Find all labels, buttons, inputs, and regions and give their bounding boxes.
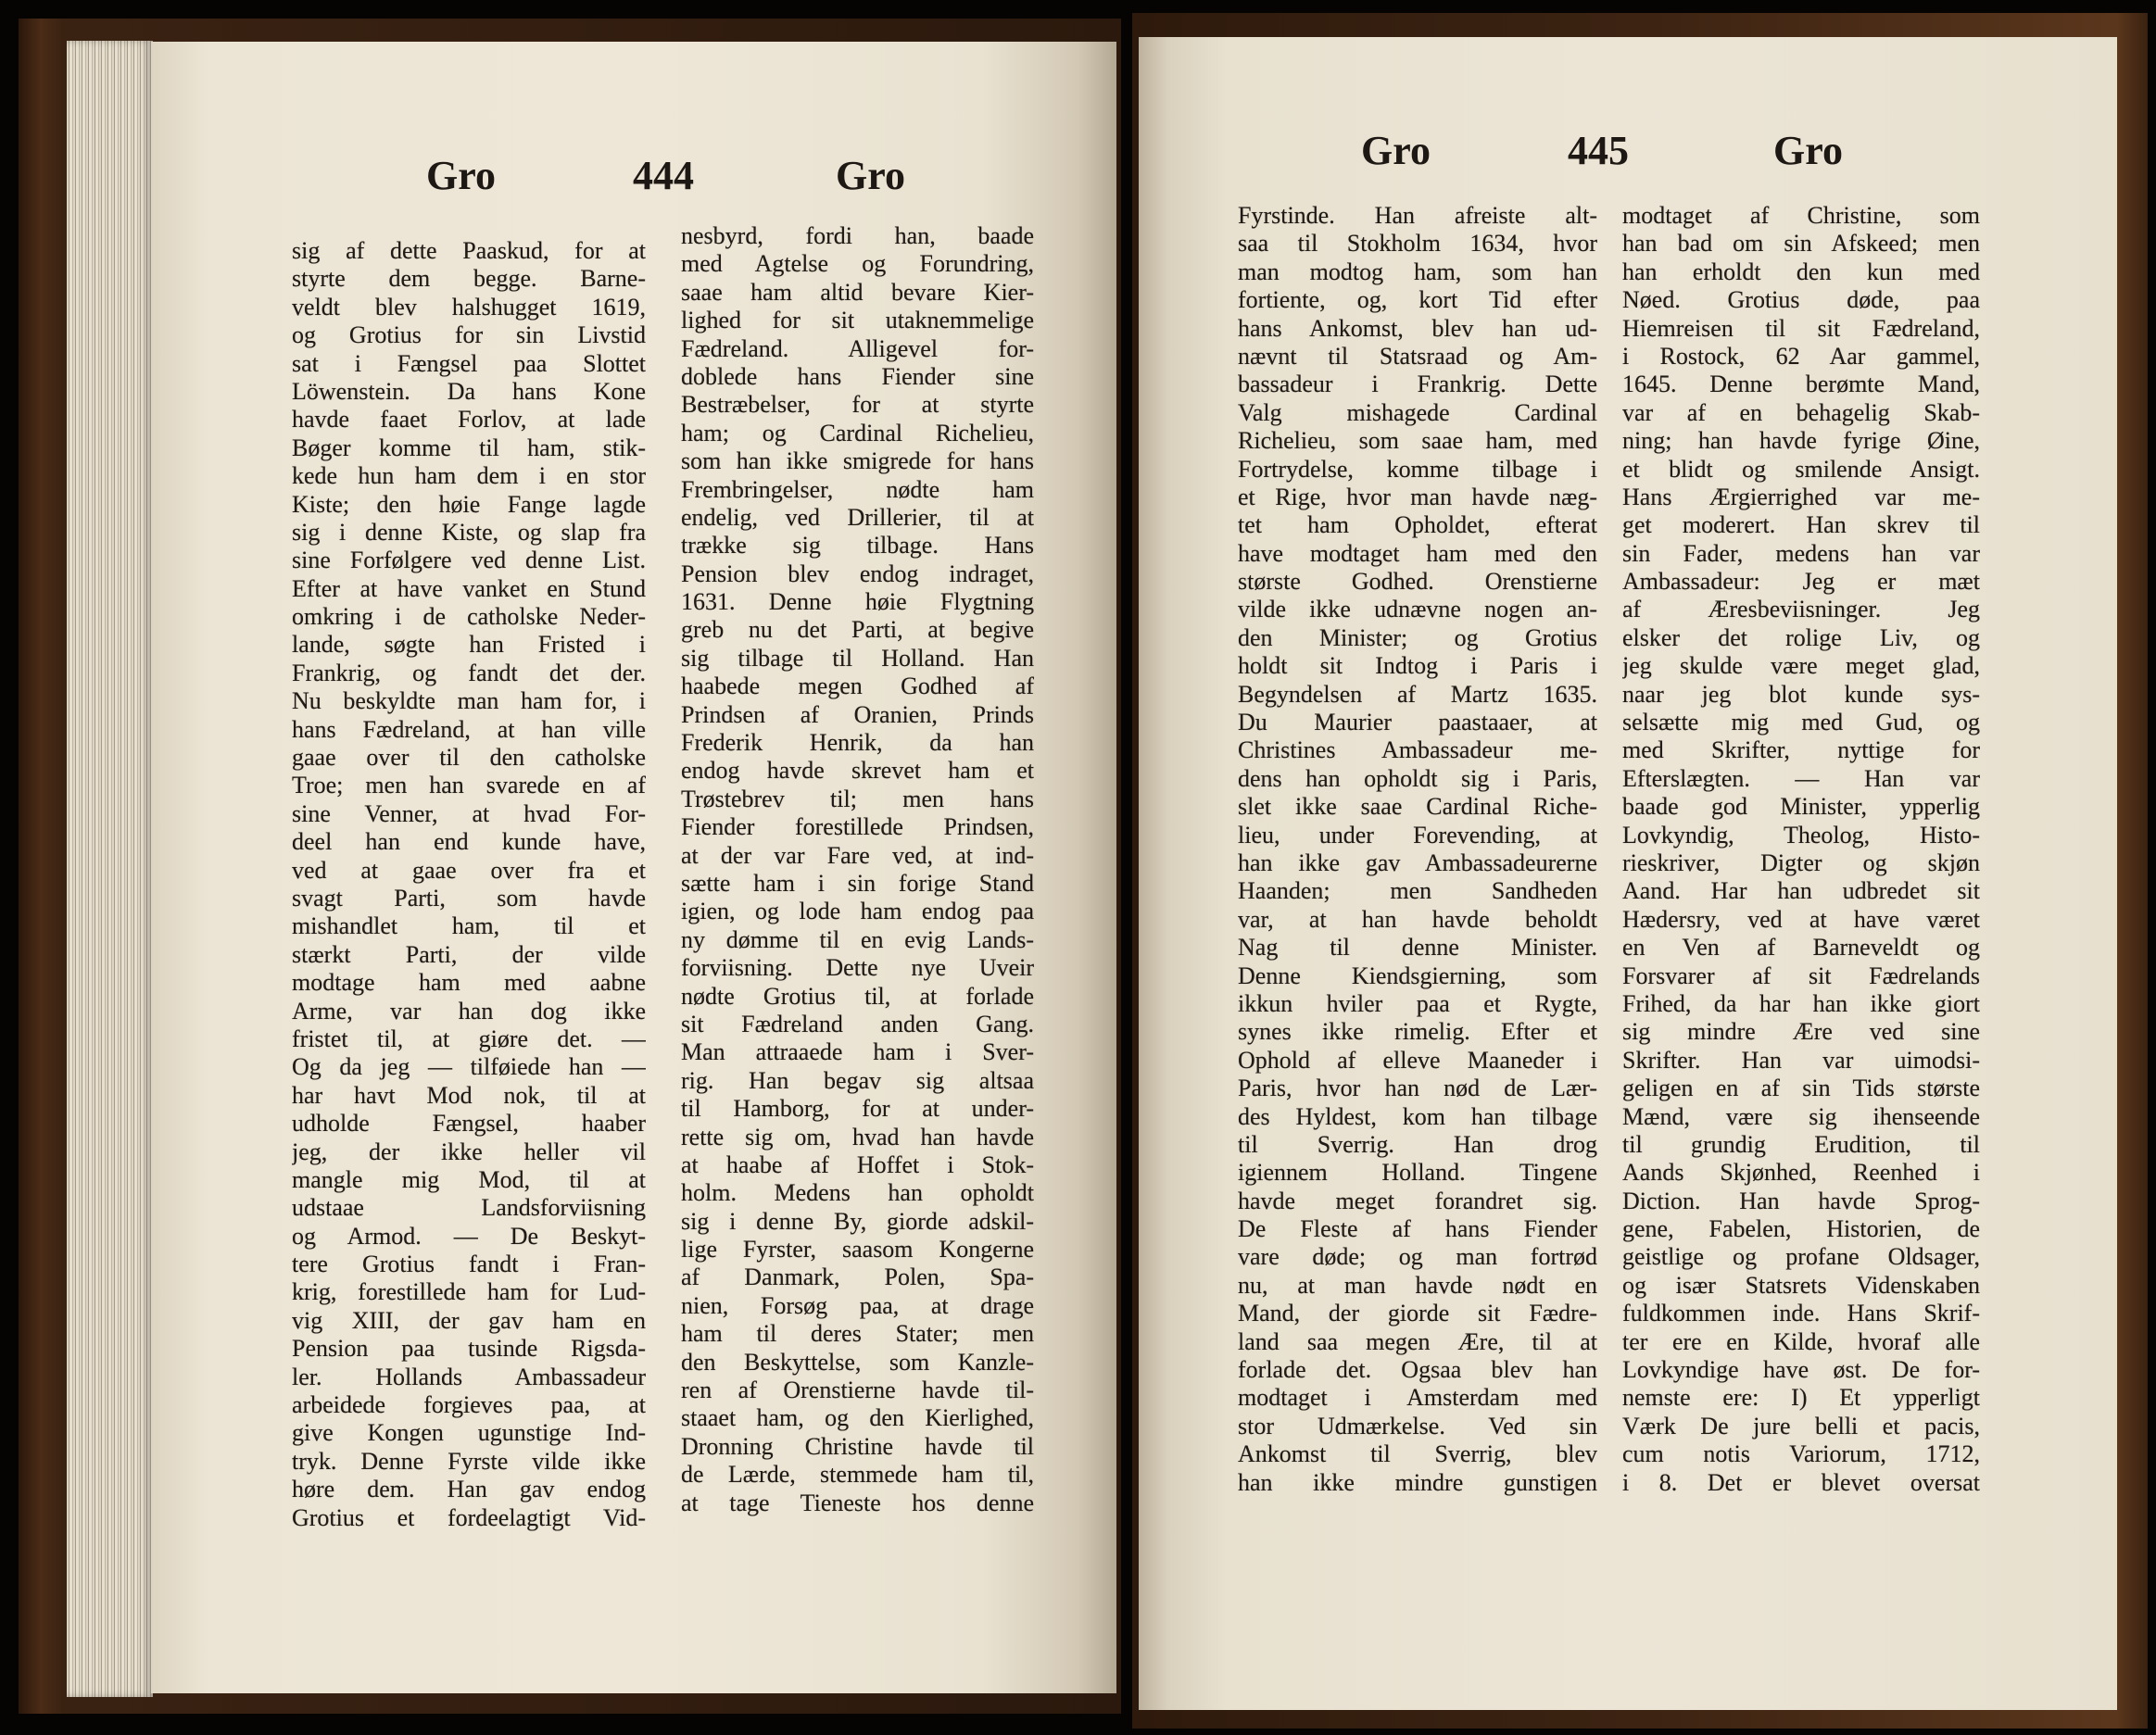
text-line: ved at gaae over fra et (292, 856, 646, 884)
text-line: Bøger komme til ham, stik- (292, 434, 646, 461)
text-line: nødte Grotius til, at forlade (681, 982, 1034, 1010)
text-column (292, 237, 646, 1532)
text-line: Fiender forestillede Prindsen, (681, 813, 1034, 841)
text-line: man modtog ham, som han (1238, 258, 1597, 285)
text-line: staaet ham, og den Kierlighed, (681, 1404, 1034, 1432)
text-line: tet ham Opholdet, efterat (1238, 511, 1597, 539)
text-line: elsker det rolige Liv, og (1622, 623, 1980, 651)
text-line: holdt sit Indtog i Paris i (1238, 652, 1597, 680)
text-line: jeg skulde være meget glad, (1622, 652, 1980, 680)
text-line: til Hamborg, for at under- (681, 1095, 1034, 1123)
text-line: sat i Fængsel paa Slottet (292, 349, 646, 377)
text-line: Dronning Christine havde til (681, 1432, 1034, 1460)
text-column (681, 222, 1034, 1517)
text-line: vig XIII, der gav ham en (292, 1306, 646, 1334)
running-head-right: Gro (836, 153, 905, 198)
text-line: land saa megen Ære, til at (1238, 1327, 1597, 1355)
text-line: han ikke gav Ambassadeurerne (1238, 849, 1597, 876)
text-line: Diction. Han havde Sprog- (1622, 1187, 1980, 1214)
text-line: Nag til denne Minister. (1238, 934, 1597, 962)
text-line: sig i denne By, giorde adskil- (681, 1207, 1034, 1235)
text-line: ham; og Cardinal Richelieu, (681, 419, 1034, 446)
text-line: var, at han havde beholdt (1238, 905, 1597, 933)
text-line: styrte dem begge. Barne- (292, 265, 646, 293)
text-line: han erholdt den kun med (1622, 258, 1980, 285)
text-line: med Skrifter, nyttige for (1622, 736, 1980, 764)
page-number: 445 (1568, 128, 1629, 173)
text-line: og Grotius for sin Livstid (292, 321, 646, 349)
text-line: høre dem. Han gav endog (292, 1476, 646, 1503)
text-line: nemste ere: I) Et ypperligt (1622, 1384, 1980, 1412)
text-line: gene, Fabelen, Historien, de (1622, 1215, 1980, 1243)
text-line: og Armod. — De Beskyt- (292, 1222, 646, 1250)
text-line: Ambassadeur: Jeg er mæt (1622, 568, 1980, 596)
text-line: ham til deres Stater; men (681, 1320, 1034, 1348)
text-line: sin Fader, medens han var (1622, 539, 1980, 567)
text-line: tryk. Denne Fyrste vilde ikke (292, 1447, 646, 1475)
text-line: svagt Parti, som havde (292, 884, 646, 912)
text-line: ny dømme til en evig Lands- (681, 925, 1034, 953)
text-line: omkring i de catholske Neder- (292, 603, 646, 631)
text-line: nien, Forsøg paa, at drage (681, 1291, 1034, 1319)
page-edges (67, 41, 153, 1697)
text-line: som han ikke smigrede for hans (681, 447, 1034, 475)
text-line: et Rige, hvor man havde næg- (1238, 483, 1597, 510)
page-number: 444 (633, 153, 694, 198)
text-line: sine Venner, at hvad For- (292, 799, 646, 827)
text-line: fristet til, at giøre det. — (292, 1025, 646, 1052)
text-line: doblede hans Fiender sine (681, 362, 1034, 390)
text-line: nævnt til Statsraad og Am- (1238, 342, 1597, 370)
text-line: give Kongen ugunstige Ind- (292, 1419, 646, 1447)
text-line: vare døde; og man fortrød (1238, 1243, 1597, 1271)
text-line: største Godhed. Orenstierne (1238, 568, 1597, 596)
text-line: den Beskyttelse, som Kanzle- (681, 1348, 1034, 1376)
text-line: forviisning. Dette nye Uveir (681, 954, 1034, 982)
text-line: baade god Minister, ypperlig (1622, 793, 1980, 821)
text-line: trække sig tilbage. Hans (681, 532, 1034, 559)
running-head-left: Gro (426, 153, 496, 198)
text-line: Trøstebrev til; men hans (681, 785, 1034, 812)
text-line: Grotius et fordeelagtigt Vid- (292, 1503, 646, 1531)
text-line: lige Fyrster, saasom Kongerne (681, 1236, 1034, 1264)
text-line: modtaget af Christine, som (1622, 202, 1980, 229)
text-line: igiennem Holland. Tingene (1238, 1159, 1597, 1187)
text-line: rette sig om, hvad han havde (681, 1123, 1034, 1150)
text-line: at tage Tieneste hos denne (681, 1489, 1034, 1516)
text-line: saa til Stokholm 1634, hvor (1238, 230, 1597, 258)
text-line: Lovkyndige have øst. De for- (1622, 1356, 1980, 1384)
text-line: Fyrstinde. Han afreiste alt- (1238, 202, 1597, 229)
running-head-left: Gro (1361, 128, 1431, 173)
text-line: Prindsen af Oranien, Prinds (681, 700, 1034, 728)
text-line: ning; han havde fyrige Øine, (1622, 427, 1980, 455)
text-line: Bestræbelser, for at styrte (681, 391, 1034, 419)
text-line: den Minister; og Grotius (1238, 623, 1597, 651)
text-line: have modtaget ham med den (1238, 539, 1597, 567)
text-line: deel han end kunde have, (292, 828, 646, 856)
text-line: et blidt og smilende Ansigt. (1622, 455, 1980, 483)
text-line: Löwenstein. Da hans Kone (292, 377, 646, 405)
text-line: sig mindre Ære ved sine (1622, 1018, 1980, 1046)
text-line: veldt blev halshugget 1619, (292, 293, 646, 321)
text-line: igien, og lode ham endog paa (681, 898, 1034, 925)
text-line: Pension paa tusinde Rigsda- (292, 1335, 646, 1363)
text-line: fuldkommen inde. Hans Skrif- (1622, 1300, 1980, 1327)
text-line: ren af Orenstierne havde til- (681, 1377, 1034, 1404)
text-line: udholde Fængsel, haaber (292, 1110, 646, 1138)
text-line: holm. Medens han opholdt (681, 1179, 1034, 1207)
text-line: Christines Ambassadeur me- (1238, 736, 1597, 764)
text-line: Frederik Henrik, da han (681, 729, 1034, 757)
text-line: ikkun hviler paa et Rygte, (1238, 989, 1597, 1017)
text-line: ter ere en Kilde, hvoraf alle (1622, 1327, 1980, 1355)
text-line: selsætte mig med Gud, og (1622, 709, 1980, 736)
text-line: krig, forestillede ham for Lud- (292, 1278, 646, 1306)
text-line: sig i denne Kiste, og slap fra (292, 518, 646, 546)
right-page (1139, 37, 2117, 1710)
text-line: hans Ankomst, blev han ud- (1238, 314, 1597, 342)
text-line: Aands Skjønhed, Reenhed i (1622, 1159, 1980, 1187)
text-line: Efterslægten. — Han var (1622, 764, 1980, 792)
text-line: tere Grotius fandt i Fran- (292, 1251, 646, 1278)
text-line: modtage ham med aabne (292, 969, 646, 997)
text-line: arbeidede forgieves paa, at (292, 1391, 646, 1419)
text-line: ler. Hollands Ambassadeur (292, 1363, 646, 1390)
text-line: og især Statsrets Videnskaben (1622, 1271, 1980, 1299)
text-line: stærkt Parti, der vilde (292, 940, 646, 968)
text-line: Richelieu, som saae ham, med (1238, 427, 1597, 455)
text-line: saae ham altid bevare Kier- (681, 278, 1034, 306)
text-line: des Hyldest, kom han tilbage (1238, 1102, 1597, 1130)
text-line: Paris, hvor han nød de Lær- (1238, 1075, 1597, 1102)
text-line: endog havde skrevet ham et (681, 757, 1034, 785)
text-line: nu, at man havde nødt en (1238, 1271, 1597, 1299)
text-line: forlade det. Ogsaa blev han (1238, 1356, 1597, 1384)
text-line: Hiemreisen til sit Fædreland, (1622, 314, 1980, 342)
text-line: sit Fædreland anden Gang. (681, 1010, 1034, 1037)
text-line: De Fleste af hans Fiender (1238, 1215, 1597, 1243)
text-line: han ikke mindre gunstigen (1238, 1468, 1597, 1496)
text-line: sine Forfølgere ved denne List. (292, 547, 646, 574)
text-line: sig tilbage til Holland. Han (681, 644, 1034, 672)
text-line: at haabe af Hoffet i Stok- (681, 1150, 1034, 1178)
text-line: 1631. Denne høie Flygtning (681, 588, 1034, 616)
text-line: han bad om sin Afskeed; men (1622, 230, 1980, 258)
text-line: Frembringelser, nødte ham (681, 475, 1034, 503)
text-line: dens han opholdt sig i Paris, (1238, 764, 1597, 792)
text-line: Valg mishagede Cardinal (1238, 398, 1597, 426)
text-line: en Ven af Barneveldt og (1622, 934, 1980, 962)
text-line: Troe; men han svarede en af (292, 772, 646, 799)
text-line: gaae over til den catholske (292, 744, 646, 772)
text-line: geistlige og profane Oldsager, (1622, 1243, 1980, 1271)
text-line: endelig, ved Drillerier, til at (681, 503, 1034, 531)
text-line: sig af dette Paaskud, for at (292, 237, 646, 264)
text-line: vilde ikke udnævne nogen an- (1238, 596, 1597, 623)
text-line: Du Maurier paastaaer, at (1238, 709, 1597, 736)
text-line: i 8. Det er blevet oversat (1622, 1468, 1980, 1496)
left-page (151, 42, 1116, 1693)
text-line: Ankomst til Sverrig, blev (1238, 1440, 1597, 1468)
text-line: Frihed, da har han ikke giort (1622, 989, 1980, 1017)
text-line: mishandlet ham, til et (292, 912, 646, 940)
text-line: med Agtelse og Forundring, (681, 250, 1034, 278)
text-line: Hædersry, ved at have været (1622, 905, 1980, 933)
text-line: til Sverrig. Han drog (1238, 1130, 1597, 1158)
text-line: nesbyrd, fordi han, baade (681, 222, 1034, 249)
text-line: Pension blev endog indraget, (681, 559, 1034, 587)
text-line: jeg, der ikke heller vil (292, 1138, 646, 1165)
text-line: Ophold af elleve Maaneder i (1238, 1046, 1597, 1074)
text-line: Begyndelsen af Martz 1635. (1238, 680, 1597, 708)
text-line: naar jeg blot kunde sys- (1622, 680, 1980, 708)
text-line: havde faaet Forlov, at lade (292, 406, 646, 434)
text-line: Mænd, være sig ihenseende (1622, 1102, 1980, 1130)
text-line: Efter at have vanket en Stund (292, 574, 646, 602)
text-line: de Lærde, stemmede ham til, (681, 1461, 1034, 1489)
text-line: til grundig Erudition, til (1622, 1130, 1980, 1158)
text-line: stor Udmærkelse. Ved sin (1238, 1412, 1597, 1440)
text-line: har havt Mod nok, til at (292, 1081, 646, 1109)
text-line: Lovkyndig, Theolog, Histo- (1622, 821, 1980, 849)
text-line: slet ikke saae Cardinal Riche- (1238, 793, 1597, 821)
text-column (1622, 202, 1980, 1497)
text-line: synes ikke rimelig. Efter et (1238, 1018, 1597, 1046)
text-column (1238, 202, 1597, 1497)
text-line: lieu, under Forevending, at (1238, 821, 1597, 849)
running-head-right: Gro (1773, 128, 1843, 173)
text-line: Arme, var han dog ikke (292, 997, 646, 1025)
text-line: Mand, der giorde sit Fædre- (1238, 1300, 1597, 1327)
text-line: Denne Kiendsgierning, som (1238, 962, 1597, 989)
text-line: fortiente, og, kort Tid efter (1238, 286, 1597, 314)
text-line: Skrifter. Han var uimodsi- (1622, 1046, 1980, 1074)
text-line: kede hun ham dem i en stor (292, 462, 646, 490)
text-line: bassadeur i Frankrig. Dette (1238, 371, 1597, 398)
text-line: Fædreland. Alligevel for- (681, 334, 1034, 362)
text-line: greb nu det Parti, at begive (681, 616, 1034, 644)
text-line: Og da jeg — tilføiede han — (292, 1053, 646, 1081)
text-line: Hans Ærgierrighed var me- (1622, 483, 1980, 510)
text-line: Frankrig, og fandt det der. (292, 659, 646, 686)
text-line: Aand. Har han udbredet sit (1622, 877, 1980, 905)
text-line: var af en behagelig Skab- (1622, 398, 1980, 426)
text-line: Værk De jure belli et pacis, (1622, 1412, 1980, 1440)
text-line: rig. Han begav sig altsaa (681, 1066, 1034, 1094)
text-line: hans Fædreland, at han ville (292, 715, 646, 743)
text-line: 1645. Denne berømte Mand, (1622, 371, 1980, 398)
text-line: rieskriver, Digter og skjøn (1622, 849, 1980, 876)
text-line: lighed for sit utaknemmelige (681, 307, 1034, 334)
text-line: at der var Fare ved, at ind- (681, 841, 1034, 869)
text-line: udstaae Landsforviisning (292, 1194, 646, 1222)
text-line: sætte ham i sin forige Stand (681, 869, 1034, 897)
text-line: lande, søgte han Fristed i (292, 631, 646, 659)
text-line: af Danmark, Polen, Spa- (681, 1264, 1034, 1291)
text-line: get moderert. Han skrev til (1622, 511, 1980, 539)
text-line: havde meget forandret sig. (1238, 1187, 1597, 1214)
text-line: Fortrydelse, komme tilbage i (1238, 455, 1597, 483)
text-line: geligen en af sin Tids største (1622, 1075, 1980, 1102)
text-line: modtaget i Amsterdam med (1238, 1384, 1597, 1412)
text-line: haabede megen Godhed af (681, 673, 1034, 700)
text-line: Man attraaede ham i Sver- (681, 1038, 1034, 1066)
text-line: Forsvarer af sit Fædrelands (1622, 962, 1980, 989)
text-line: i Rostock, 62 Aar gammel, (1622, 342, 1980, 370)
text-line: cum notis Variorum, 1712, (1622, 1440, 1980, 1468)
text-line: Nu beskyldte man ham for, i (292, 687, 646, 715)
text-line: Haanden; men Sandheden (1238, 877, 1597, 905)
text-line: mangle mig Mod, til at (292, 1165, 646, 1193)
text-line: Nøed. Grotius døde, paa (1622, 286, 1980, 314)
text-line: af Æresbeviisninger. Jeg (1622, 596, 1980, 623)
text-line: Kiste; den høie Fange lagde (292, 490, 646, 518)
